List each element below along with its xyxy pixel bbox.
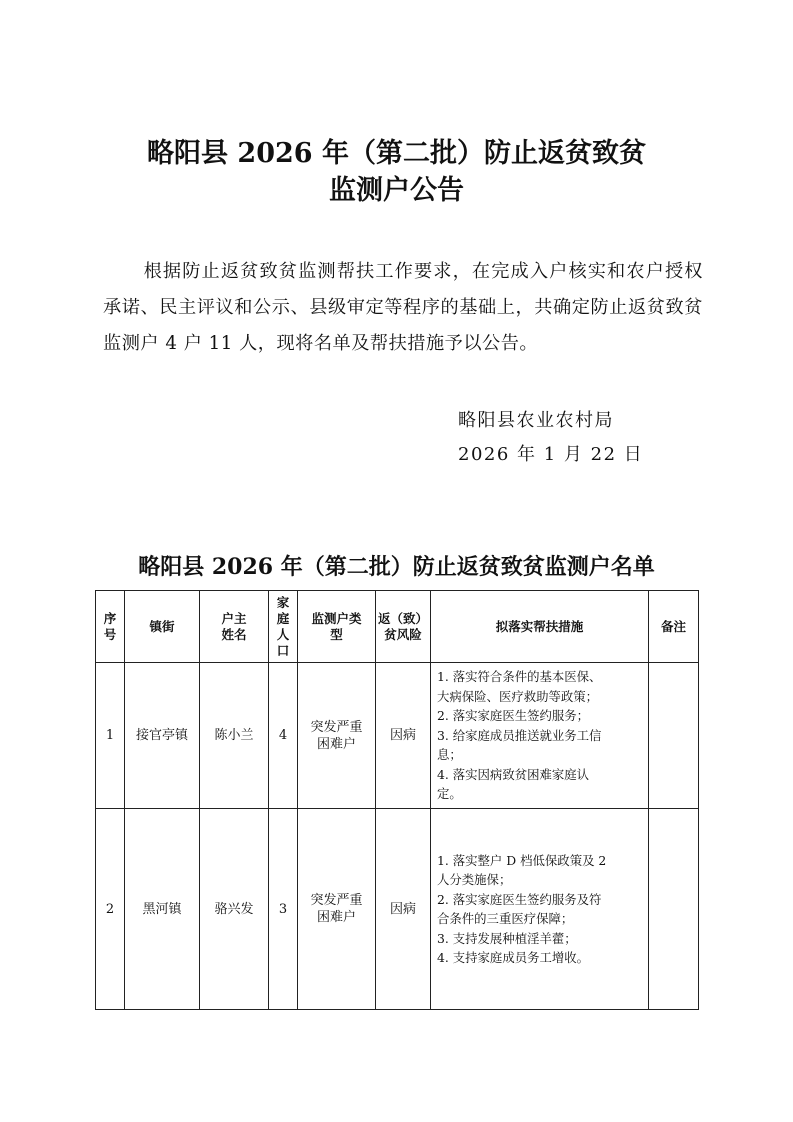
- cell-risk: 因病: [376, 663, 431, 809]
- notice-title-line1: 略阳县 2026 年（第二批）防止返贫致贫: [147, 138, 646, 169]
- header-town: 镇街: [125, 591, 200, 663]
- household-table: [95, 590, 699, 1010]
- notice-body: [103, 254, 703, 362]
- cell-household-type: 突发严重 困难户: [298, 663, 376, 809]
- cell-remarks: [649, 663, 699, 809]
- cell-town: 黑河镇: [125, 809, 200, 1010]
- header-measures: 拟落实帮扶措施: [431, 591, 649, 663]
- header-household-type: 监测户类 型: [298, 591, 376, 663]
- header-family-size: 家 庭 人 口: [269, 591, 298, 663]
- table-header-row: [96, 591, 699, 663]
- header-seq: 序 号: [96, 591, 125, 663]
- issue-date: 2026 年 1 月 22 日: [458, 444, 644, 465]
- cell-measures: 1. 落实整户 D 档低保政策及 2 人分类施保； 2. 落实家庭医生签约服务及符 合条件的三重医疗保障； 3. 支持发展种植淫羊藿； 4. 支持家庭成员务工增收。: [431, 809, 649, 1010]
- cell-seq: 2: [96, 809, 125, 1010]
- cell-head-name: 骆兴发: [200, 809, 269, 1010]
- cell-family-size: 3: [269, 809, 298, 1010]
- header-head-name: 户主 姓名: [200, 591, 269, 663]
- cell-family-size: 4: [269, 663, 298, 809]
- table-title: 略阳县 2026 年（第二批）防止返贫致贫监测户名单: [138, 554, 655, 580]
- cell-town: 接官亭镇: [125, 663, 200, 809]
- cell-risk: 因病: [376, 809, 431, 1010]
- cell-seq: 1: [96, 663, 125, 809]
- notice-body-text: 根据防止返贫致贫监测帮扶工作要求，在完成入户核实和农户授权承诺、民主评议和公示、县级审定等程序的基础上，共确定防止返贫致贫监测户 4 户 11 人，现将名单及帮扶措施予以公告。: [103, 261, 703, 354]
- cell-measures: 1. 落实符合条件的基本医保、 大病保险、医疗救助等政策； 2. 落实家庭医生签约服务； 3. 给家庭成员推送就业务工信 息； 4. 落实因病致贫困难家庭认 定。: [431, 663, 649, 809]
- table-row: [96, 809, 699, 1010]
- table-row: [96, 663, 699, 809]
- header-remarks: 备注: [649, 591, 699, 663]
- cell-household-type: 突发严重 困难户: [298, 809, 376, 1010]
- cell-head-name: 陈小兰: [200, 663, 269, 809]
- issuer: 略阳县农业农村局: [458, 410, 614, 431]
- header-risk: 返（致） 贫风险: [376, 591, 431, 663]
- notice-title-line2: 监测户公告: [329, 175, 464, 206]
- cell-remarks: [649, 809, 699, 1010]
